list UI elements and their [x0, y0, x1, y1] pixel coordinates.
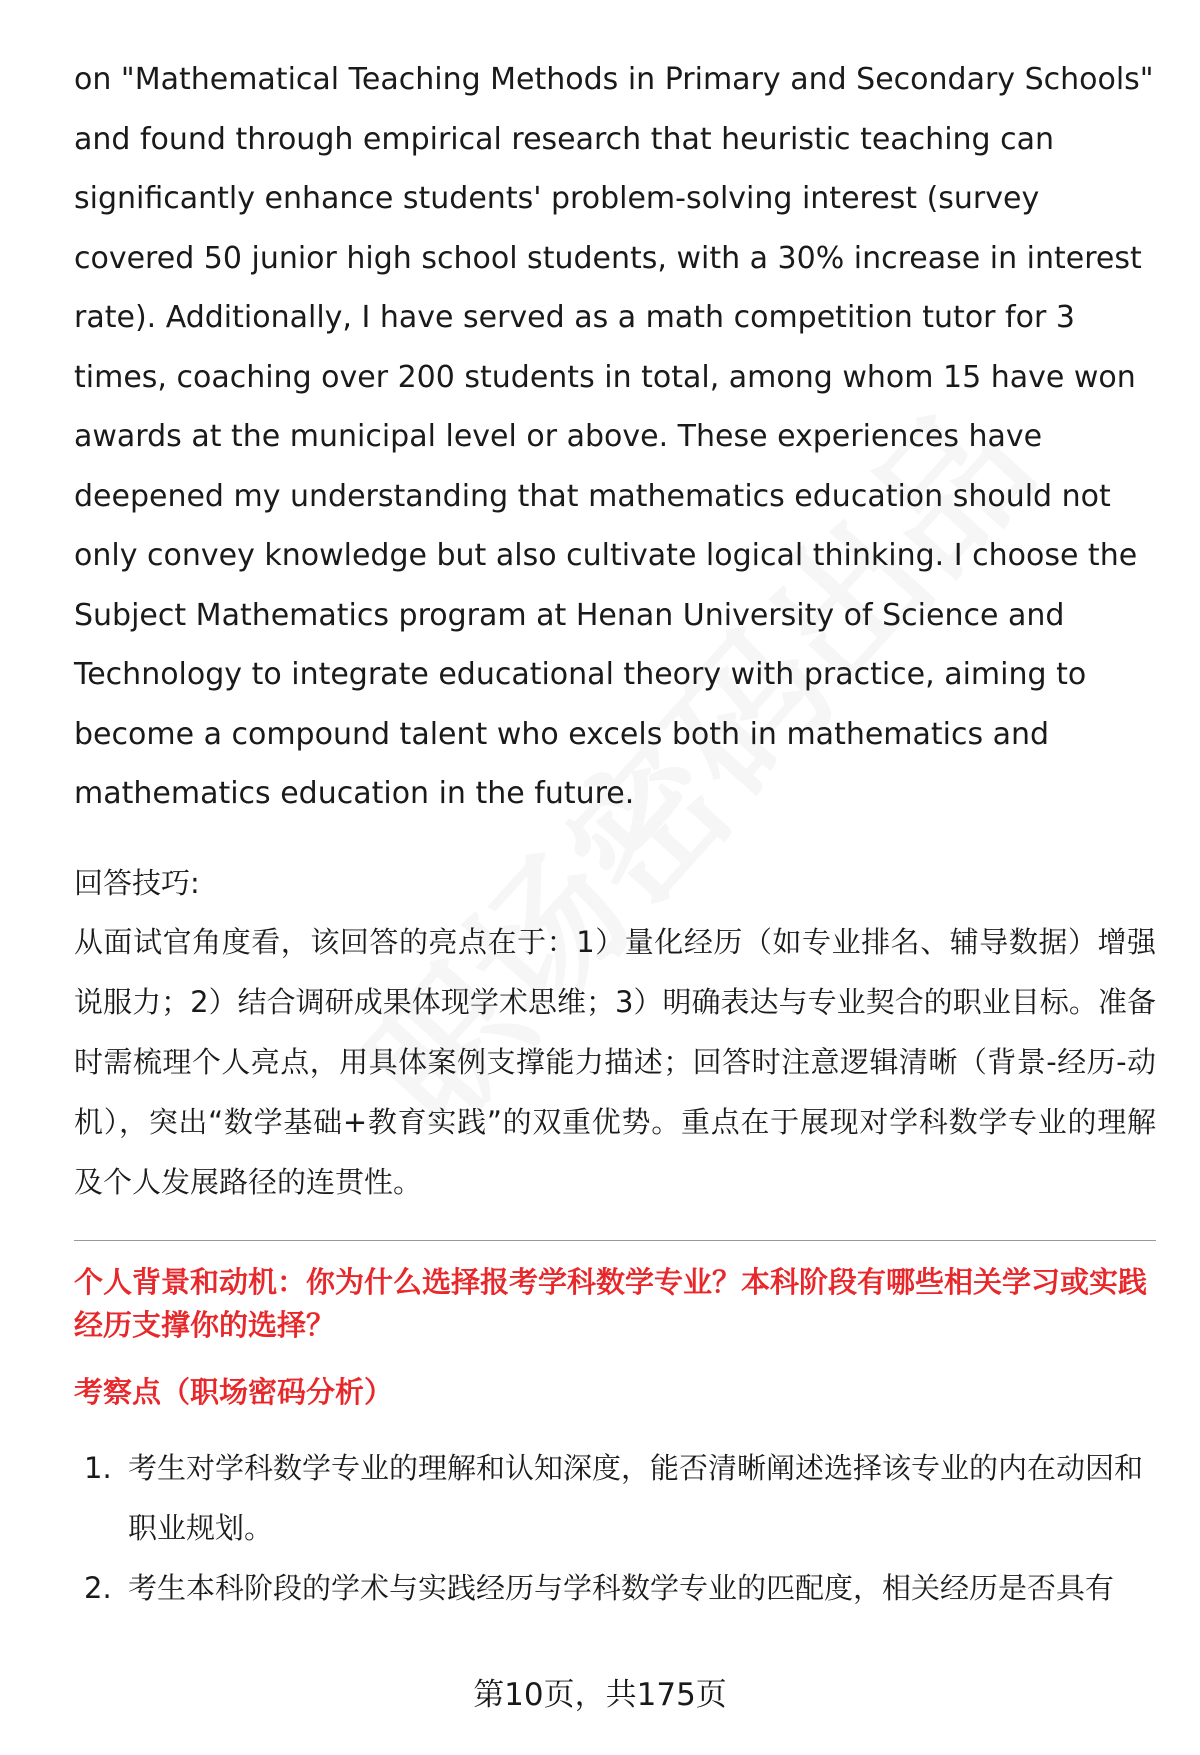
question-title: 个人背景和动机：你为什么选择报考学科数学专业？本科阶段有哪些相关学习或实践经历支撑你的选择？: [74, 1264, 1148, 1342]
assessment-subhead: 考察点（职场密码分析）: [74, 1374, 394, 1409]
list-item-text: 考生对学科数学专业的理解和认知深度，能否清晰阐述选择该专业的内在动因和职业规划。: [128, 1450, 1144, 1545]
list-number: 2.: [84, 1570, 112, 1605]
list-item: [74, 1438, 1156, 1558]
document-page: [74, 50, 1156, 1618]
page-footer: 第10页，共175页: [473, 1677, 727, 1713]
assessment-points: [74, 1438, 1156, 1618]
list-item-text: 考生本科阶段的学术与实践经历与学科数学专业的匹配度，相关经历是否具有: [128, 1570, 1115, 1605]
section-divider: [74, 1240, 1156, 1241]
list-item: [74, 1558, 1156, 1618]
answer-paragraph: on "Mathematical Teaching Methods in Primary and Secondary Schools" and found through empirical research that heuristic teaching can significantly enhance students' problem-solving interest (survey covered 50 junior high school students, with a 30% increase in interest rate). Additionally, I have served as a math competition tutor for 3 times, coaching over 200 students in total, among whom 15 have won awards at the municipal level or above. These experiences have deepened my understanding that mathematics education should not only convey knowledge but also cultivate logical thinking. I choose the Subject Mathematics program at Henan University of Science and Technology to integrate educational theory with practice, aiming to become a compound talent who excels both in mathematics and mathematics education in the future.: [74, 62, 1154, 811]
list-number: 1.: [84, 1450, 112, 1485]
tips-text: 从面试官角度看，该回答的亮点在于：1）量化经历（如专业排名、辅导数据）增强说服力；2）结合调研成果体现学术思维；3）明确表达与专业契合的职业目标。准备时需梳理个人亮点，用具体案例支撑能力描述；回答时注意逻辑清晰（背景-经历-动机），突出“数学基础+教育实践”的双重优势。重点在于展现对学科数学专业的理解及个人发展路径的连贯性。: [74, 924, 1156, 1199]
tips-label: 回答技巧:: [74, 865, 200, 900]
